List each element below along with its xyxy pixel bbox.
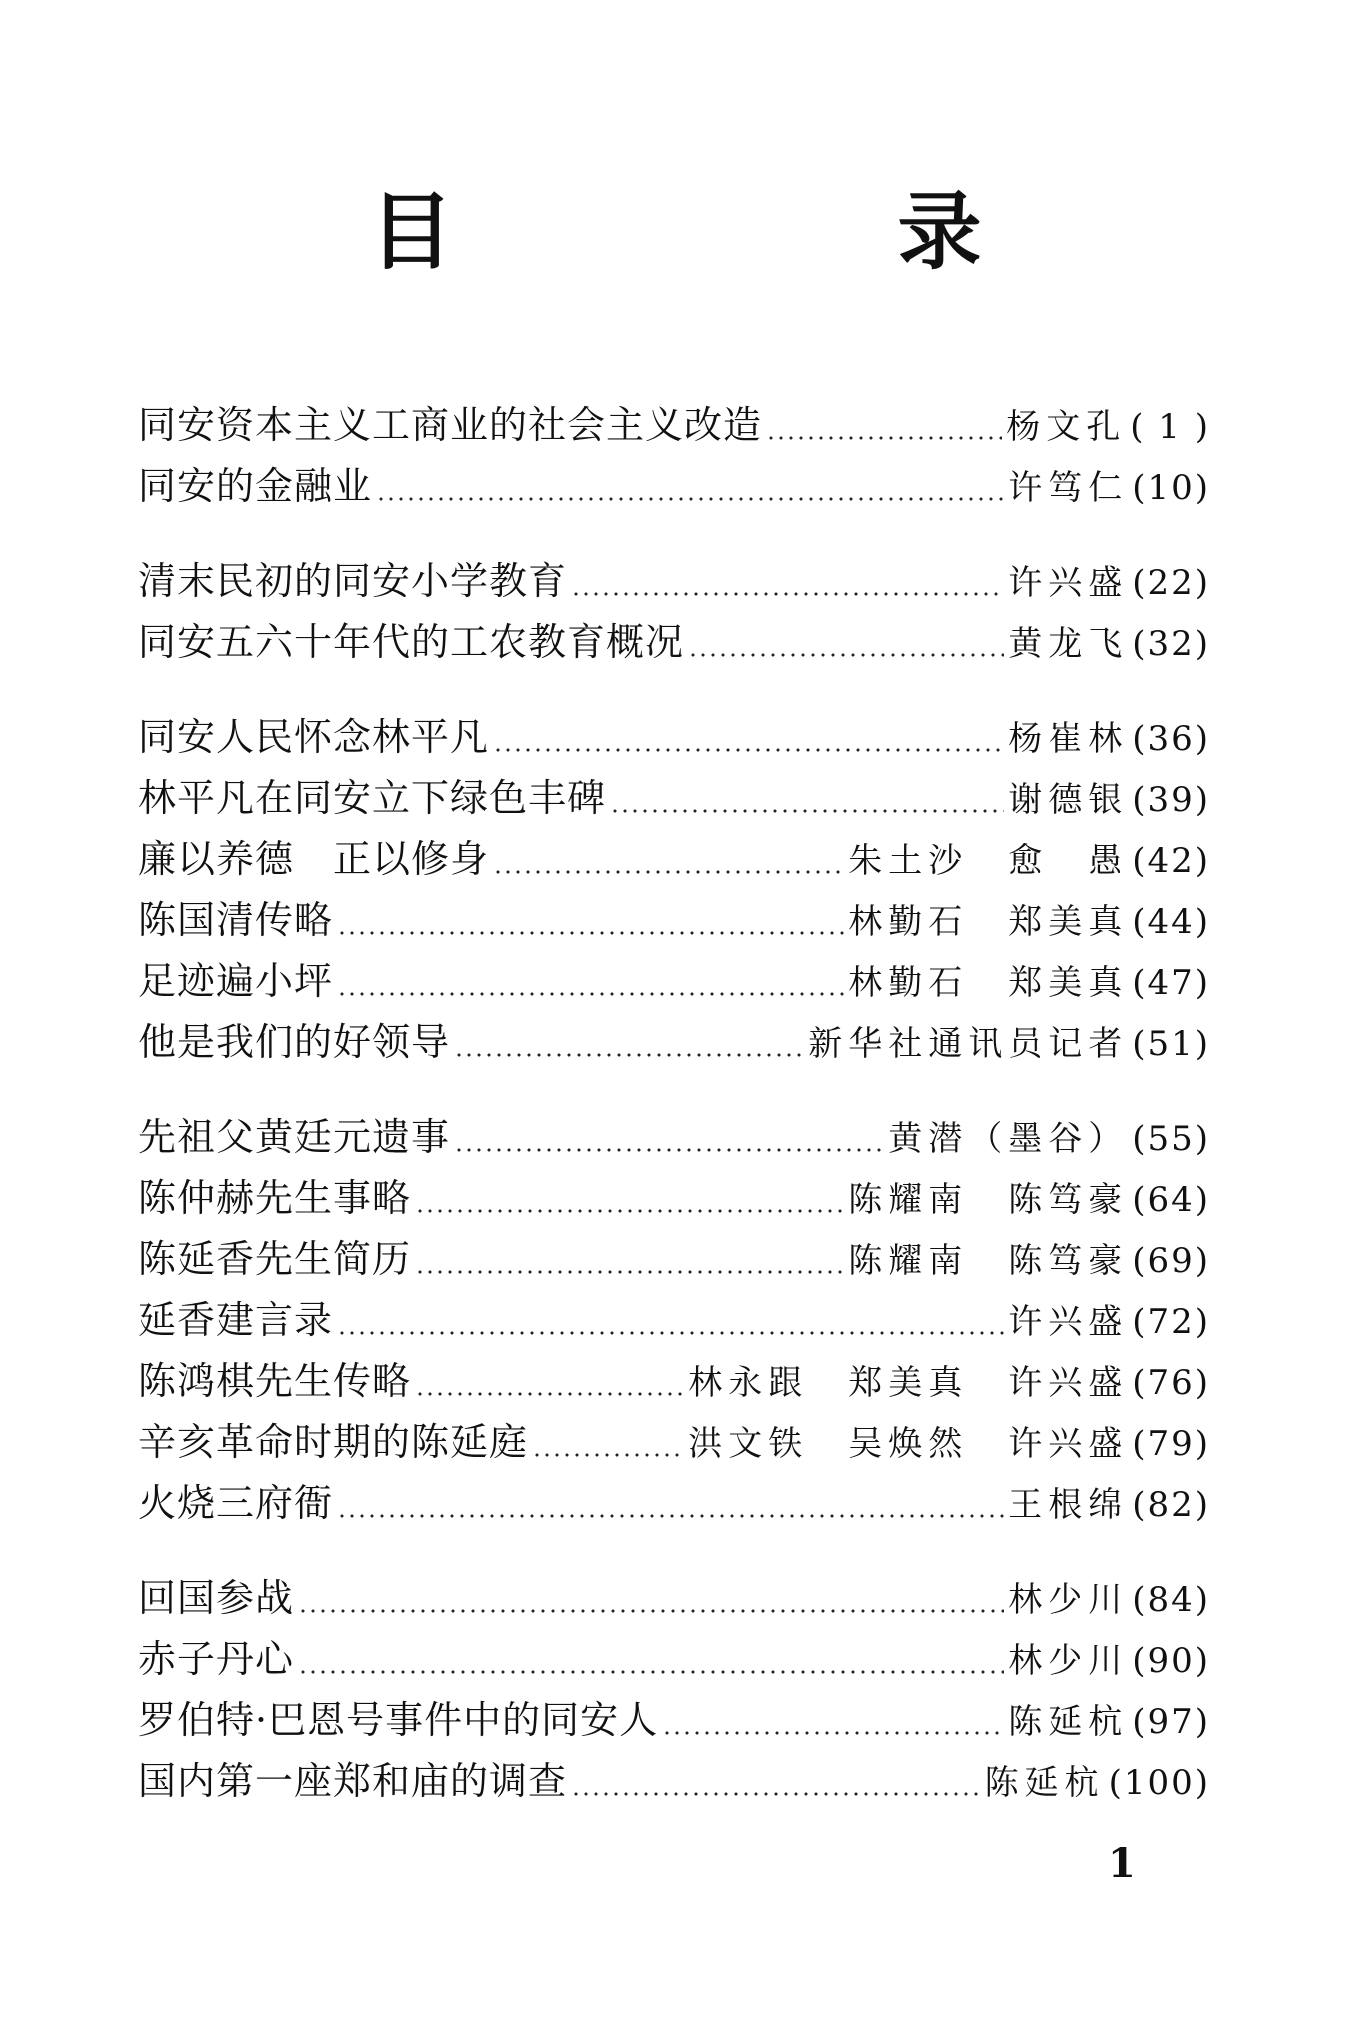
entry-page: (51) bbox=[1132, 1024, 1210, 1064]
entry-title: 延香建言录 bbox=[138, 1298, 334, 1342]
toc-group bbox=[138, 395, 1210, 517]
entry-author: 林少川 bbox=[1008, 1580, 1129, 1620]
entry-title: 先祖父黄廷元遗事 bbox=[138, 1115, 451, 1159]
dot-leader bbox=[454, 1052, 804, 1058]
entry-title: 回国参战 bbox=[138, 1576, 295, 1620]
dot-leader bbox=[415, 1208, 844, 1214]
toc-entry[interactable] bbox=[138, 951, 1210, 1012]
dot-leader bbox=[298, 1669, 1004, 1675]
entry-author: 杨文孔 bbox=[1006, 407, 1127, 447]
entry-author: 王根绵 bbox=[1008, 1485, 1129, 1525]
dot-leader bbox=[493, 869, 844, 875]
toc-entry[interactable] bbox=[138, 612, 1210, 673]
entry-author: 黄龙飞 bbox=[1008, 624, 1129, 664]
dot-leader bbox=[337, 1330, 1004, 1336]
toc-entry[interactable] bbox=[138, 1351, 1210, 1412]
dot-leader bbox=[532, 1452, 684, 1458]
dot-leader bbox=[376, 496, 1004, 502]
entry-author: 陈耀南 陈笃豪 bbox=[848, 1241, 1129, 1281]
toc-entry[interactable] bbox=[138, 1473, 1210, 1534]
dot-leader bbox=[298, 1608, 1004, 1614]
toc-group bbox=[138, 1107, 1210, 1534]
entry-title: 陈延香先生简历 bbox=[138, 1237, 412, 1281]
toc-group bbox=[138, 707, 1210, 1073]
toc-entry[interactable] bbox=[138, 707, 1210, 768]
entry-page: (10) bbox=[1132, 468, 1210, 508]
entry-title: 赤子丹心 bbox=[138, 1637, 295, 1681]
toc-entry[interactable] bbox=[138, 1412, 1210, 1473]
entry-title: 罗伯特·巴恩号事件中的同安人 bbox=[138, 1698, 659, 1742]
toc-entry[interactable] bbox=[138, 768, 1210, 829]
entry-title: 陈国清传略 bbox=[138, 898, 334, 942]
dot-leader bbox=[493, 747, 1004, 753]
toc-entry[interactable] bbox=[138, 1690, 1210, 1751]
entry-author: 林永跟 郑美真 许兴盛 bbox=[688, 1363, 1129, 1403]
dot-leader bbox=[415, 1269, 844, 1275]
entry-title: 林平凡在同安立下绿色丰碑 bbox=[138, 776, 607, 820]
toc-entry[interactable] bbox=[138, 829, 1210, 890]
toc-group bbox=[138, 551, 1210, 673]
toc-entry[interactable] bbox=[138, 1290, 1210, 1351]
dot-leader bbox=[766, 435, 1002, 441]
page-number: 1 bbox=[1108, 1840, 1136, 1887]
entry-page: (69) bbox=[1132, 1241, 1210, 1281]
entry-title: 清末民初的同安小学教育 bbox=[138, 559, 568, 603]
toc-entry[interactable] bbox=[138, 1751, 1210, 1812]
entry-page: (39) bbox=[1132, 780, 1210, 820]
dot-leader bbox=[454, 1147, 884, 1153]
dot-leader bbox=[337, 930, 844, 936]
entry-author: 洪文铁 吴焕然 许兴盛 bbox=[688, 1424, 1129, 1464]
entry-author: 陈耀南 陈笃豪 bbox=[848, 1180, 1129, 1220]
toc-group bbox=[138, 1568, 1210, 1812]
toc-entry[interactable] bbox=[138, 1629, 1210, 1690]
entry-page: (76) bbox=[1132, 1363, 1210, 1403]
toc-entry[interactable] bbox=[138, 1568, 1210, 1629]
entry-page: (72) bbox=[1132, 1302, 1210, 1342]
entry-author: 陈延杭 bbox=[984, 1763, 1105, 1803]
entry-page: (36) bbox=[1132, 719, 1210, 759]
entry-title: 廉以养德 正以修身 bbox=[138, 837, 490, 881]
entry-page: (44) bbox=[1132, 902, 1210, 942]
toc-entry[interactable] bbox=[138, 890, 1210, 951]
entry-author: 朱土沙 愈 愚 bbox=[848, 841, 1129, 881]
entry-title: 他是我们的好领导 bbox=[138, 1020, 451, 1064]
entry-title: 陈仲赫先生事略 bbox=[138, 1176, 412, 1220]
entry-title: 同安人民怀念林平凡 bbox=[138, 715, 490, 759]
entry-author: 林勤石 郑美真 bbox=[848, 902, 1129, 942]
toc-entry[interactable] bbox=[138, 395, 1210, 456]
entry-title: 足迹遍小坪 bbox=[138, 959, 334, 1003]
toc-entry[interactable] bbox=[138, 1229, 1210, 1290]
entry-page: (84) bbox=[1132, 1580, 1210, 1620]
entry-page: (64) bbox=[1132, 1180, 1210, 1220]
entry-page: ( 1 ) bbox=[1130, 407, 1210, 447]
dot-leader bbox=[337, 991, 844, 997]
table-of-contents bbox=[138, 395, 1210, 1846]
entry-author: 谢德银 bbox=[1008, 780, 1129, 820]
dot-leader bbox=[688, 652, 1004, 658]
entry-author: 许兴盛 bbox=[1008, 563, 1129, 603]
entry-author: 杨崔林 bbox=[1008, 719, 1129, 759]
entry-author: 许兴盛 bbox=[1008, 1302, 1129, 1342]
entry-page: (47) bbox=[1132, 963, 1210, 1003]
toc-entry[interactable] bbox=[138, 551, 1210, 612]
entry-page: (90) bbox=[1132, 1641, 1210, 1681]
entry-title: 火烧三府衙 bbox=[138, 1481, 334, 1525]
dot-leader bbox=[610, 808, 1004, 814]
entry-page: (32) bbox=[1132, 624, 1210, 664]
entry-title: 陈鸿棋先生传略 bbox=[138, 1359, 412, 1403]
entry-author: 黄潜（墨谷） bbox=[888, 1119, 1129, 1159]
entry-author: 陈延杭 bbox=[1008, 1702, 1129, 1742]
dot-leader bbox=[415, 1391, 684, 1397]
dot-leader bbox=[662, 1730, 1004, 1736]
entry-author: 林勤石 郑美真 bbox=[848, 963, 1129, 1003]
entry-page: (79) bbox=[1132, 1424, 1210, 1464]
entry-title: 辛亥革命时期的陈延庭 bbox=[138, 1420, 529, 1464]
entry-page: (97) bbox=[1132, 1702, 1210, 1742]
entry-author: 新华社通讯员记者 bbox=[808, 1024, 1129, 1064]
toc-entry[interactable] bbox=[138, 1168, 1210, 1229]
entry-title: 国内第一座郑和庙的调查 bbox=[138, 1759, 568, 1803]
toc-entry[interactable] bbox=[138, 456, 1210, 517]
entry-page: (55) bbox=[1132, 1119, 1210, 1159]
dot-leader bbox=[337, 1513, 1004, 1519]
entry-page: (100) bbox=[1108, 1763, 1210, 1803]
entry-title: 同安资本主义工商业的社会主义改造 bbox=[138, 403, 763, 447]
entry-author: 林少川 bbox=[1008, 1641, 1129, 1681]
toc-entry[interactable] bbox=[138, 1012, 1210, 1073]
entry-page: (22) bbox=[1132, 563, 1210, 603]
entry-title: 同安五六十年代的工农教育概况 bbox=[138, 620, 685, 664]
entry-author: 许笃仁 bbox=[1008, 468, 1129, 508]
toc-entry[interactable] bbox=[138, 1107, 1210, 1168]
entry-page: (82) bbox=[1132, 1485, 1210, 1525]
dot-leader bbox=[571, 1791, 981, 1797]
entry-title: 同安的金融业 bbox=[138, 464, 373, 508]
entry-page: (42) bbox=[1132, 841, 1210, 881]
dot-leader bbox=[571, 591, 1004, 597]
page-title: 目 录 bbox=[369, 182, 1162, 281]
